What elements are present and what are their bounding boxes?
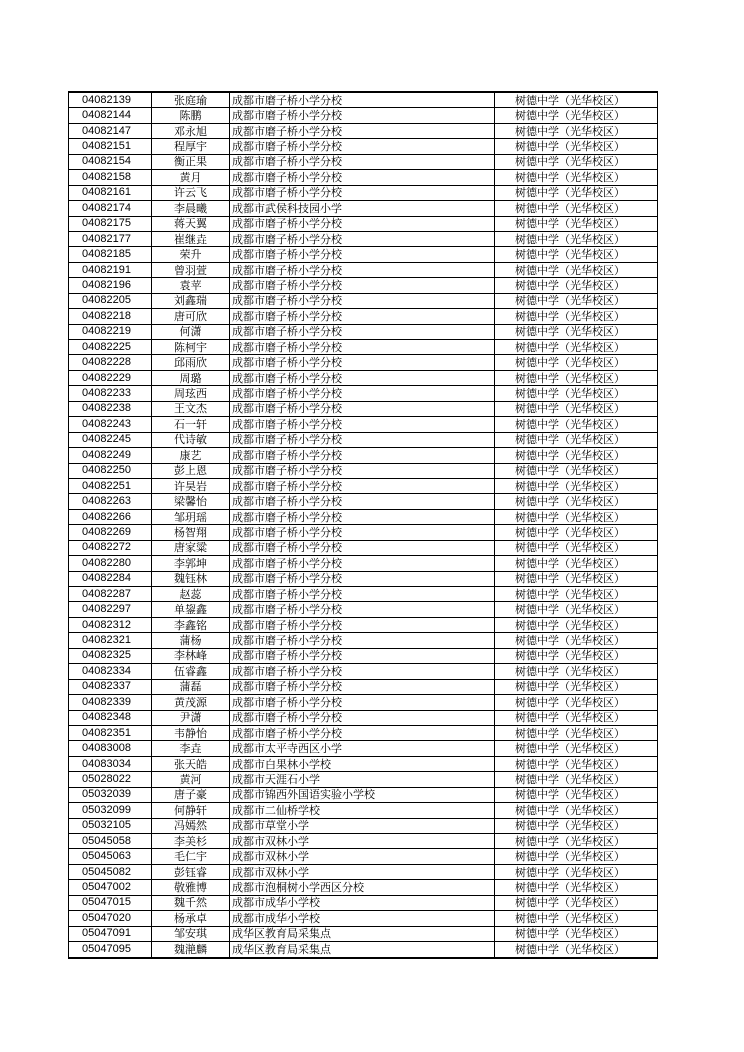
admitted-school-cell: 树德中学（光华校区） — [495, 834, 658, 849]
admitted-school-cell: 树德中学（光华校区） — [495, 370, 658, 385]
student-id-cell: 04082263 — [69, 494, 152, 509]
admitted-school-cell: 树德中学（光华校区） — [495, 895, 658, 910]
origin-school-cell: 成都市磨子桥小学分校 — [230, 185, 495, 200]
table-row — [69, 756, 658, 771]
student-id-cell: 04082196 — [69, 278, 152, 293]
origin-school-cell: 成都市磨子桥小学分校 — [230, 262, 495, 277]
table-row — [69, 571, 658, 586]
student-id-cell: 04082147 — [69, 123, 152, 138]
origin-school-cell: 成都市锦西外国语实验小学校 — [230, 787, 495, 802]
origin-school-cell: 成都市成华小学校 — [230, 895, 495, 910]
student-id-cell: 05047015 — [69, 895, 152, 910]
admitted-school-cell: 树德中学（光华校区） — [495, 648, 658, 663]
student-name-cell: 唐子豪 — [152, 787, 230, 802]
origin-school-cell: 成都市磨子桥小学分校 — [230, 170, 495, 185]
table-row — [69, 849, 658, 864]
origin-school-cell: 成都市磨子桥小学分校 — [230, 710, 495, 725]
student-id-cell: 04082250 — [69, 463, 152, 478]
origin-school-cell: 成都市磨子桥小学分校 — [230, 309, 495, 324]
table-row — [69, 942, 658, 958]
admitted-school-cell: 树德中学（光华校区） — [495, 509, 658, 524]
table-row — [69, 262, 658, 277]
admitted-school-cell: 树德中学（光华校区） — [495, 602, 658, 617]
student-id-cell: 05045082 — [69, 864, 152, 879]
student-name-cell: 梁馨怡 — [152, 494, 230, 509]
student-id-cell: 05047002 — [69, 880, 152, 895]
origin-school-cell: 成都市磨子桥小学分校 — [230, 478, 495, 493]
student-id-cell: 04082185 — [69, 247, 152, 262]
student-id-cell: 04082191 — [69, 262, 152, 277]
student-name-cell: 黄河 — [152, 772, 230, 787]
student-name-cell: 敬雅博 — [152, 880, 230, 895]
student-id-cell: 04082334 — [69, 664, 152, 679]
table-row — [69, 911, 658, 926]
student-name-cell: 周玹西 — [152, 386, 230, 401]
student-name-cell: 何静轩 — [152, 803, 230, 818]
student-name-cell: 单鋆鑫 — [152, 602, 230, 617]
student-name-cell: 伍睿鑫 — [152, 664, 230, 679]
admitted-school-cell: 树德中学（光华校区） — [495, 417, 658, 432]
admitted-school-cell: 树德中学（光华校区） — [495, 679, 658, 694]
student-name-cell: 杨智翔 — [152, 525, 230, 540]
admitted-school-cell: 树德中学（光华校区） — [495, 309, 658, 324]
table-row — [69, 787, 658, 802]
admitted-school-cell: 树德中学（光华校区） — [495, 340, 658, 355]
student-id-cell: 05032039 — [69, 787, 152, 802]
table-row — [69, 664, 658, 679]
admitted-school-cell: 树德中学（光华校区） — [495, 494, 658, 509]
origin-school-cell: 成都市磨子桥小学分校 — [230, 679, 495, 694]
origin-school-cell: 成都市磨子桥小学分校 — [230, 401, 495, 416]
student-id-cell: 04082339 — [69, 695, 152, 710]
table-row — [69, 108, 658, 123]
table-row — [69, 587, 658, 602]
origin-school-cell: 成都市磨子桥小学分校 — [230, 324, 495, 339]
table-row — [69, 355, 658, 370]
student-name-cell: 李垚 — [152, 741, 230, 756]
admitted-school-cell: 树德中学（光华校区） — [495, 355, 658, 370]
admitted-school-cell: 树德中学（光华校区） — [495, 849, 658, 864]
table-row — [69, 448, 658, 463]
student-name-cell: 刘鑫瑞 — [152, 293, 230, 308]
table-row — [69, 324, 658, 339]
origin-school-cell: 成都市磨子桥小学分校 — [230, 463, 495, 478]
origin-school-cell: 成华区教育局采集点 — [230, 926, 495, 941]
origin-school-cell: 成都市磨子桥小学分校 — [230, 525, 495, 540]
admitted-school-cell: 树德中学（光华校区） — [495, 92, 658, 108]
admitted-school-cell: 树德中学（光华校区） — [495, 262, 658, 277]
table-row — [69, 803, 658, 818]
origin-school-cell: 成都市白果林小学校 — [230, 756, 495, 771]
origin-school-cell: 成都市磨子桥小学分校 — [230, 571, 495, 586]
admitted-school-cell: 树德中学（光华校区） — [495, 123, 658, 138]
admitted-school-cell: 树德中学（光华校区） — [495, 942, 658, 958]
student-name-cell: 袁苹 — [152, 278, 230, 293]
student-id-cell: 04082174 — [69, 201, 152, 216]
student-id-cell: 04082218 — [69, 309, 152, 324]
table-body — [69, 92, 658, 958]
student-name-cell: 彭上恩 — [152, 463, 230, 478]
student-name-cell: 李郭坤 — [152, 556, 230, 571]
student-name-cell: 许云飞 — [152, 185, 230, 200]
student-name-cell: 崔继垚 — [152, 231, 230, 246]
admitted-school-cell: 树德中学（光华校区） — [495, 170, 658, 185]
admitted-school-cell: 树德中学（光华校区） — [495, 864, 658, 879]
origin-school-cell: 成都市草堂小学 — [230, 818, 495, 833]
table-row — [69, 695, 658, 710]
table-row — [69, 216, 658, 231]
table-row — [69, 818, 658, 833]
table-row — [69, 834, 658, 849]
student-name-cell: 魏滟麟 — [152, 942, 230, 958]
student-id-cell: 04082272 — [69, 540, 152, 555]
origin-school-cell: 成都市磨子桥小学分校 — [230, 617, 495, 632]
origin-school-cell: 成都市磨子桥小学分校 — [230, 154, 495, 169]
table-row — [69, 895, 658, 910]
origin-school-cell: 成都市太平寺西区小学 — [230, 741, 495, 756]
admitted-school-cell: 树德中学（光华校区） — [495, 772, 658, 787]
admitted-school-cell: 树德中学（光华校区） — [495, 478, 658, 493]
student-id-cell: 04082297 — [69, 602, 152, 617]
student-id-cell: 04082269 — [69, 525, 152, 540]
student-id-cell: 04083034 — [69, 756, 152, 771]
origin-school-cell: 成都市磨子桥小学分校 — [230, 370, 495, 385]
origin-school-cell: 成都市磨子桥小学分校 — [230, 123, 495, 138]
admitted-school-cell: 树德中学（光华校区） — [495, 926, 658, 941]
table-row — [69, 247, 658, 262]
table-row — [69, 617, 658, 632]
student-name-cell: 张天皓 — [152, 756, 230, 771]
origin-school-cell: 成都市武侯科技园小学 — [230, 201, 495, 216]
student-id-cell: 04082233 — [69, 386, 152, 401]
student-id-cell: 04082312 — [69, 617, 152, 632]
student-name-cell: 李晨曦 — [152, 201, 230, 216]
student-name-cell: 邹玥瑶 — [152, 509, 230, 524]
student-id-cell: 04082245 — [69, 432, 152, 447]
origin-school-cell: 成都市磨子桥小学分校 — [230, 664, 495, 679]
table-row — [69, 185, 658, 200]
student-name-cell: 邱雨欣 — [152, 355, 230, 370]
origin-school-cell: 成都市磨子桥小学分校 — [230, 293, 495, 308]
student-name-cell: 魏钰林 — [152, 571, 230, 586]
origin-school-cell: 成都市二仙桥学校 — [230, 803, 495, 818]
student-id-cell: 05032099 — [69, 803, 152, 818]
origin-school-cell: 成都市磨子桥小学分校 — [230, 602, 495, 617]
admitted-school-cell: 树德中学（光华校区） — [495, 324, 658, 339]
student-name-cell: 陈鹏 — [152, 108, 230, 123]
student-id-cell: 04082249 — [69, 448, 152, 463]
table-row — [69, 417, 658, 432]
admitted-school-cell: 树德中学（光华校区） — [495, 695, 658, 710]
student-name-cell: 韦静怡 — [152, 725, 230, 740]
origin-school-cell: 成都市磨子桥小学分校 — [230, 417, 495, 432]
student-id-cell: 05047020 — [69, 911, 152, 926]
student-name-cell: 冯嫣然 — [152, 818, 230, 833]
origin-school-cell: 成都市磨子桥小学分校 — [230, 216, 495, 231]
admitted-school-cell: 树德中学（光华校区） — [495, 525, 658, 540]
student-id-cell: 04082325 — [69, 648, 152, 663]
student-name-cell: 许昊岩 — [152, 478, 230, 493]
student-name-cell: 蒲杨 — [152, 633, 230, 648]
student-name-cell: 王文杰 — [152, 401, 230, 416]
table-row — [69, 370, 658, 385]
table-row — [69, 139, 658, 154]
student-id-cell: 04082154 — [69, 154, 152, 169]
origin-school-cell: 成都市磨子桥小学分校 — [230, 587, 495, 602]
student-name-cell: 杨承卓 — [152, 911, 230, 926]
origin-school-cell: 成都市磨子桥小学分校 — [230, 494, 495, 509]
table-row — [69, 123, 658, 138]
origin-school-cell: 成都市双林小学 — [230, 834, 495, 849]
student-name-cell: 邹安琪 — [152, 926, 230, 941]
student-id-cell: 04082219 — [69, 324, 152, 339]
student-id-cell: 04082287 — [69, 587, 152, 602]
table-row — [69, 556, 658, 571]
origin-school-cell: 成都市磨子桥小学分校 — [230, 139, 495, 154]
table-row — [69, 201, 658, 216]
admitted-school-cell: 树德中学（光华校区） — [495, 556, 658, 571]
admitted-school-cell: 树德中学（光华校区） — [495, 401, 658, 416]
origin-school-cell: 成都市磨子桥小学分校 — [230, 556, 495, 571]
admitted-school-cell: 树德中学（光华校区） — [495, 571, 658, 586]
admitted-school-cell: 树德中学（光华校区） — [495, 231, 658, 246]
origin-school-cell: 成都市磨子桥小学分校 — [230, 725, 495, 740]
table-row — [69, 540, 658, 555]
student-name-cell: 何潇 — [152, 324, 230, 339]
origin-school-cell: 成都市磨子桥小学分校 — [230, 231, 495, 246]
admitted-school-cell: 树德中学（光华校区） — [495, 617, 658, 632]
origin-school-cell: 成都市磨子桥小学分校 — [230, 108, 495, 123]
student-id-cell: 04082321 — [69, 633, 152, 648]
admitted-school-cell: 树德中学（光华校区） — [495, 448, 658, 463]
student-name-cell: 李鑫铭 — [152, 617, 230, 632]
admitted-school-cell: 树德中学（光华校区） — [495, 108, 658, 123]
table-row — [69, 478, 658, 493]
student-id-cell: 04082177 — [69, 231, 152, 246]
admission-table — [68, 91, 658, 959]
admitted-school-cell: 树德中学（光华校区） — [495, 247, 658, 262]
student-name-cell: 张庭瑜 — [152, 92, 230, 108]
student-id-cell: 04082251 — [69, 478, 152, 493]
origin-school-cell: 成都市磨子桥小学分校 — [230, 92, 495, 108]
origin-school-cell: 成都市双林小学 — [230, 864, 495, 879]
table-row — [69, 309, 658, 324]
table-row — [69, 386, 658, 401]
admitted-school-cell: 树德中学（光华校区） — [495, 725, 658, 740]
admitted-school-cell: 树德中学（光华校区） — [495, 293, 658, 308]
table-row — [69, 463, 658, 478]
table-row — [69, 926, 658, 941]
student-name-cell: 曾羽萱 — [152, 262, 230, 277]
table-row — [69, 278, 658, 293]
admitted-school-cell: 树德中学（光华校区） — [495, 540, 658, 555]
student-id-cell: 04082280 — [69, 556, 152, 571]
student-id-cell: 04083008 — [69, 741, 152, 756]
origin-school-cell: 成都市磨子桥小学分校 — [230, 448, 495, 463]
origin-school-cell: 成都市磨子桥小学分校 — [230, 633, 495, 648]
origin-school-cell: 成都市磨子桥小学分校 — [230, 340, 495, 355]
origin-school-cell: 成都市双林小学 — [230, 849, 495, 864]
student-id-cell: 04082228 — [69, 355, 152, 370]
student-id-cell: 04082337 — [69, 679, 152, 694]
student-id-cell: 04082161 — [69, 185, 152, 200]
student-id-cell: 04082348 — [69, 710, 152, 725]
student-id-cell: 04082225 — [69, 340, 152, 355]
admitted-school-cell: 树德中学（光华校区） — [495, 587, 658, 602]
student-name-cell: 衡正果 — [152, 154, 230, 169]
origin-school-cell: 成都市磨子桥小学分校 — [230, 695, 495, 710]
admitted-school-cell: 树德中学（光华校区） — [495, 710, 658, 725]
admitted-school-cell: 树德中学（光华校区） — [495, 633, 658, 648]
student-name-cell: 尹潇 — [152, 710, 230, 725]
table-row — [69, 725, 658, 740]
student-name-cell: 李美杉 — [152, 834, 230, 849]
student-id-cell: 04082243 — [69, 417, 152, 432]
table-row — [69, 401, 658, 416]
student-name-cell: 黄月 — [152, 170, 230, 185]
table-row — [69, 154, 658, 169]
student-id-cell: 04082205 — [69, 293, 152, 308]
table-row — [69, 92, 658, 108]
admitted-school-cell: 树德中学（光华校区） — [495, 139, 658, 154]
student-id-cell: 04082284 — [69, 571, 152, 586]
origin-school-cell: 成都市磨子桥小学分校 — [230, 648, 495, 663]
student-id-cell: 05032105 — [69, 818, 152, 833]
table-row — [69, 340, 658, 355]
student-name-cell: 蒲磊 — [152, 679, 230, 694]
admitted-school-cell: 树德中学（光华校区） — [495, 216, 658, 231]
student-name-cell: 李林峰 — [152, 648, 230, 663]
table-row — [69, 293, 658, 308]
table-row — [69, 633, 658, 648]
table-row — [69, 710, 658, 725]
table-row — [69, 648, 658, 663]
admitted-school-cell: 树德中学（光华校区） — [495, 432, 658, 447]
student-name-cell: 荣升 — [152, 247, 230, 262]
student-name-cell: 彭钰睿 — [152, 864, 230, 879]
student-id-cell: 04082151 — [69, 139, 152, 154]
origin-school-cell: 成都市磨子桥小学分校 — [230, 278, 495, 293]
origin-school-cell: 成都市泡桐树小学西区分校 — [230, 880, 495, 895]
origin-school-cell: 成都市磨子桥小学分校 — [230, 386, 495, 401]
table-row — [69, 602, 658, 617]
admitted-school-cell: 树德中学（光华校区） — [495, 756, 658, 771]
admitted-school-cell: 树德中学（光华校区） — [495, 741, 658, 756]
student-id-cell: 05045063 — [69, 849, 152, 864]
admitted-school-cell: 树德中学（光华校区） — [495, 664, 658, 679]
student-id-cell: 05047095 — [69, 942, 152, 958]
student-name-cell: 唐家粱 — [152, 540, 230, 555]
student-id-cell: 05028022 — [69, 772, 152, 787]
table-row — [69, 880, 658, 895]
student-name-cell: 周璐 — [152, 370, 230, 385]
table-row — [69, 741, 658, 756]
student-name-cell: 程厚宇 — [152, 139, 230, 154]
admitted-school-cell: 树德中学（光华校区） — [495, 880, 658, 895]
origin-school-cell: 成华区教育局采集点 — [230, 942, 495, 958]
admitted-school-cell: 树德中学（光华校区） — [495, 463, 658, 478]
table-row — [69, 432, 658, 447]
student-id-cell: 04082229 — [69, 370, 152, 385]
table-row — [69, 170, 658, 185]
student-name-cell: 康艺 — [152, 448, 230, 463]
admitted-school-cell: 树德中学（光华校区） — [495, 154, 658, 169]
origin-school-cell: 成都市天涯石小学 — [230, 772, 495, 787]
admitted-school-cell: 树德中学（光华校区） — [495, 278, 658, 293]
student-id-cell: 04082144 — [69, 108, 152, 123]
origin-school-cell: 成都市磨子桥小学分校 — [230, 355, 495, 370]
student-name-cell: 毛仁宇 — [152, 849, 230, 864]
student-id-cell: 04082238 — [69, 401, 152, 416]
student-name-cell: 唐可欣 — [152, 309, 230, 324]
table-row — [69, 864, 658, 879]
table-row — [69, 494, 658, 509]
student-id-cell: 05045058 — [69, 834, 152, 849]
student-name-cell: 陈柯宇 — [152, 340, 230, 355]
student-name-cell: 赵蕊 — [152, 587, 230, 602]
student-name-cell: 黄茂源 — [152, 695, 230, 710]
table-row — [69, 509, 658, 524]
table-row — [69, 525, 658, 540]
admitted-school-cell: 树德中学（光华校区） — [495, 201, 658, 216]
admitted-school-cell: 树德中学（光华校区） — [495, 818, 658, 833]
student-id-cell: 04082266 — [69, 509, 152, 524]
student-name-cell: 蒋天翼 — [152, 216, 230, 231]
student-id-cell: 04082139 — [69, 92, 152, 108]
student-name-cell: 石一轩 — [152, 417, 230, 432]
student-name-cell: 代诗敏 — [152, 432, 230, 447]
student-id-cell: 04082158 — [69, 170, 152, 185]
origin-school-cell: 成都市磨子桥小学分校 — [230, 432, 495, 447]
student-name-cell: 魏千然 — [152, 895, 230, 910]
table-row — [69, 231, 658, 246]
admitted-school-cell: 树德中学（光华校区） — [495, 787, 658, 802]
student-name-cell: 邓永旭 — [152, 123, 230, 138]
origin-school-cell: 成都市成华小学校 — [230, 911, 495, 926]
origin-school-cell: 成都市磨子桥小学分校 — [230, 540, 495, 555]
origin-school-cell: 成都市磨子桥小学分校 — [230, 509, 495, 524]
student-id-cell: 05047091 — [69, 926, 152, 941]
admitted-school-cell: 树德中学（光华校区） — [495, 185, 658, 200]
origin-school-cell: 成都市磨子桥小学分校 — [230, 247, 495, 262]
admitted-school-cell: 树德中学（光华校区） — [495, 386, 658, 401]
admitted-school-cell: 树德中学（光华校区） — [495, 803, 658, 818]
student-id-cell: 04082351 — [69, 725, 152, 740]
table-row — [69, 679, 658, 694]
admitted-school-cell: 树德中学（光华校区） — [495, 911, 658, 926]
student-id-cell: 04082175 — [69, 216, 152, 231]
table-row — [69, 772, 658, 787]
